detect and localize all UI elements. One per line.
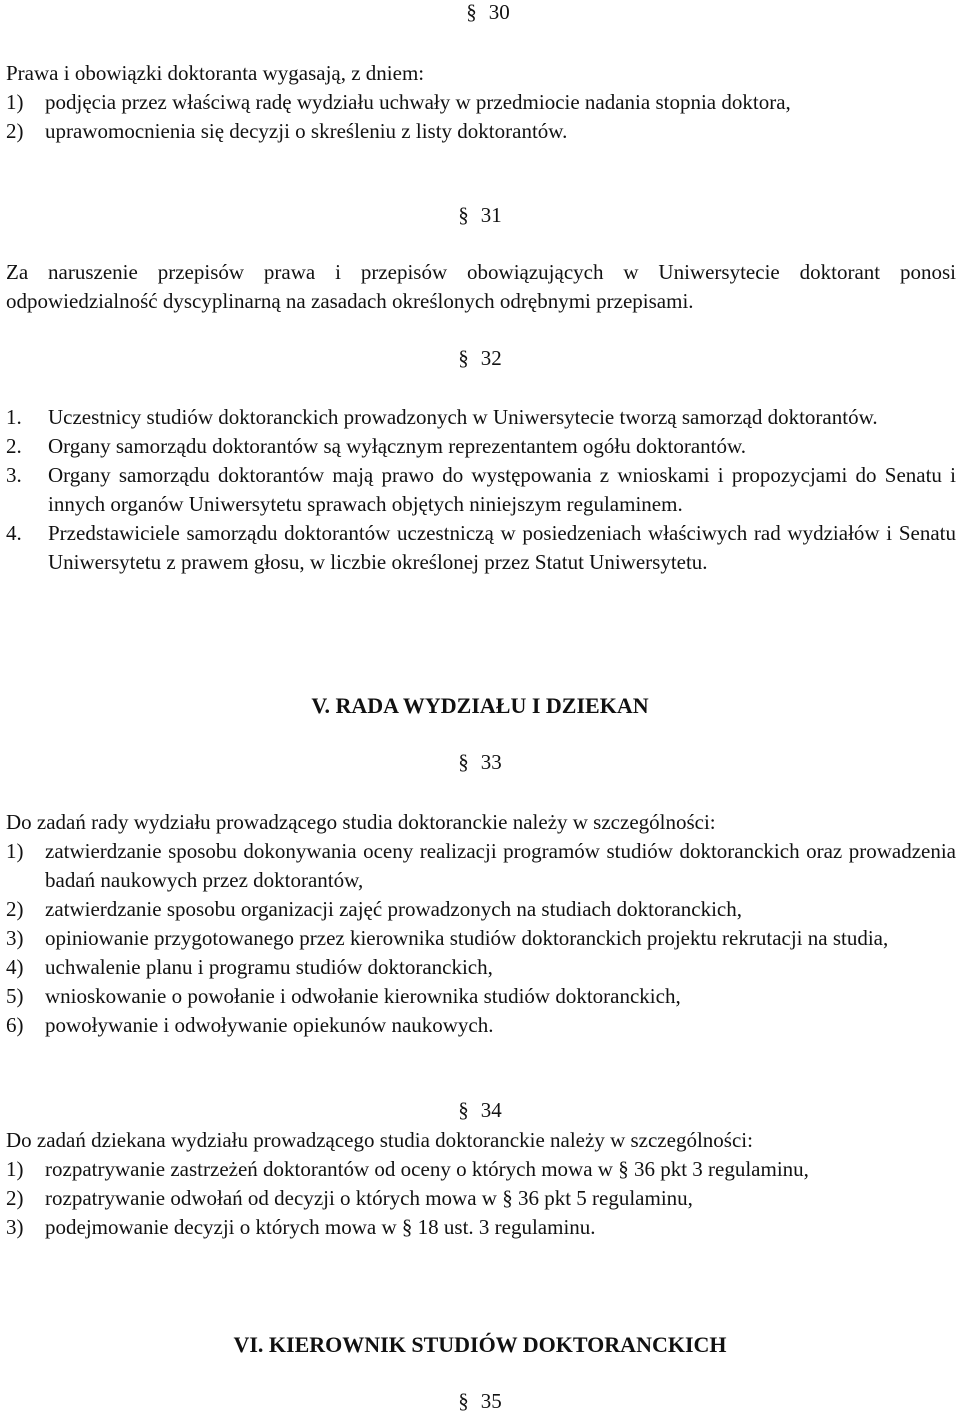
section-heading-30 (0, 2, 960, 23)
section-mark: § (466, 0, 477, 24)
section-34-list (0, 1155, 956, 1242)
list-item: 1) rozpatrywanie zastrzeżeń doktorantów od oceny o których mowa w § 36 pkt 3 regulaminu, (6, 1157, 809, 1181)
list-item: 3) opiniowanie przygotowanego przez kierownika studiów doktoranckich projektu rekrutacji na studia, (6, 926, 889, 950)
list-item: 2) uprawomocnienia się decyzji o skreśleniu z listy doktorantów. (6, 119, 568, 143)
section-number: 32 (480, 346, 502, 370)
section-mark: § (458, 750, 469, 774)
section-31-text: Za naruszenie przepisów prawa i przepisów obowiązujących w Uniwersytecie doktorant ponosi odpowiedzialność dyscyplinarną na zasadach określonych odrębnymi przepisami. (6, 260, 956, 313)
list-item: 6) powoływanie i odwoływanie opiekunów naukowych. (6, 1013, 494, 1037)
list-item: 4. Przedstawiciele samorządu doktorantów uczestniczą w posiedzeniach właściwych rad wydziałów i Senatu Uniwersytetu z prawem głosu, w liczbie określonej przez Statut Uniwersytetu. (6, 521, 956, 574)
section-number: 30 (488, 0, 510, 24)
section-33-intro: Do zadań rady wydziału prowadzącego studia doktoranckie należy w szczególności: (6, 810, 716, 834)
list-item: 2) zatwierdzanie sposobu organizacji zajęć prowadzonych na studiach doktoranckich, (6, 897, 742, 921)
section-heading-35 (0, 1391, 960, 1412)
list-item: 3) podejmowanie decyzji o których mowa w § 18 ust. 3 regulaminu. (6, 1215, 596, 1239)
list-item: 2. Organy samorządu doktorantów są wyłącznym reprezentantem ogółu doktorantów. (6, 434, 747, 458)
chapter-heading-v: V. RADA WYDZIAŁU I DZIEKAN (311, 693, 649, 718)
list-item: 2) rozpatrywanie odwołań od decyzji o których mowa w § 36 pkt 5 regulaminu, (6, 1186, 693, 1210)
section-number: 35 (480, 1389, 502, 1413)
list-item: 1. Uczestnicy studiów doktoranckich prowadzonych w Uniwersytecie tworzą samorząd doktorantów. (6, 405, 878, 429)
list-item: 5) wnioskowanie o powołanie i odwołanie kierownika studiów doktoranckich, (6, 984, 681, 1008)
section-mark: § (458, 1098, 469, 1122)
section-mark: § (458, 1389, 469, 1413)
list-item: 1) zatwierdzanie sposobu dokonywania oceny realizacji programów studiów doktoranckich oraz prowadzenia badań naukowych przez doktorantów, (6, 839, 956, 892)
list-item: 4) uchwalenie planu i programu studiów doktoranckich, (6, 955, 493, 979)
section-34-intro: Do zadań dziekana wydziału prowadzącego studia doktoranckie należy w szczególności: (6, 1128, 753, 1152)
section-30-list (0, 88, 956, 146)
list-item: 1) podjęcia przez właściwą radę wydziału uchwały w przedmiocie nadania stopnia doktora, (6, 90, 791, 114)
section-heading-32 (0, 348, 960, 369)
section-heading-34 (0, 1100, 960, 1121)
section-heading-31 (0, 205, 960, 226)
list-item: 3. Organy samorządu doktorantów mają prawo do występowania z wnioskami i propozycjami do Senatu i innych organów Uniwersytetu sprawach objętych niniejszym regulaminem. (6, 463, 956, 516)
section-33-list (0, 837, 956, 1040)
chapter-heading-vi: VI. KIEROWNIK STUDIÓW DOKTORANCKICH (233, 1332, 727, 1357)
section-heading-33 (0, 752, 960, 773)
section-32-list (6, 403, 956, 577)
section-30-intro: Prawa i obowiązki doktoranta wygasają, z dniem: (6, 61, 425, 85)
section-number: 34 (480, 1098, 502, 1122)
section-mark: § (458, 346, 469, 370)
section-number: 31 (480, 203, 502, 227)
section-number: 33 (480, 750, 502, 774)
section-mark: § (458, 203, 469, 227)
